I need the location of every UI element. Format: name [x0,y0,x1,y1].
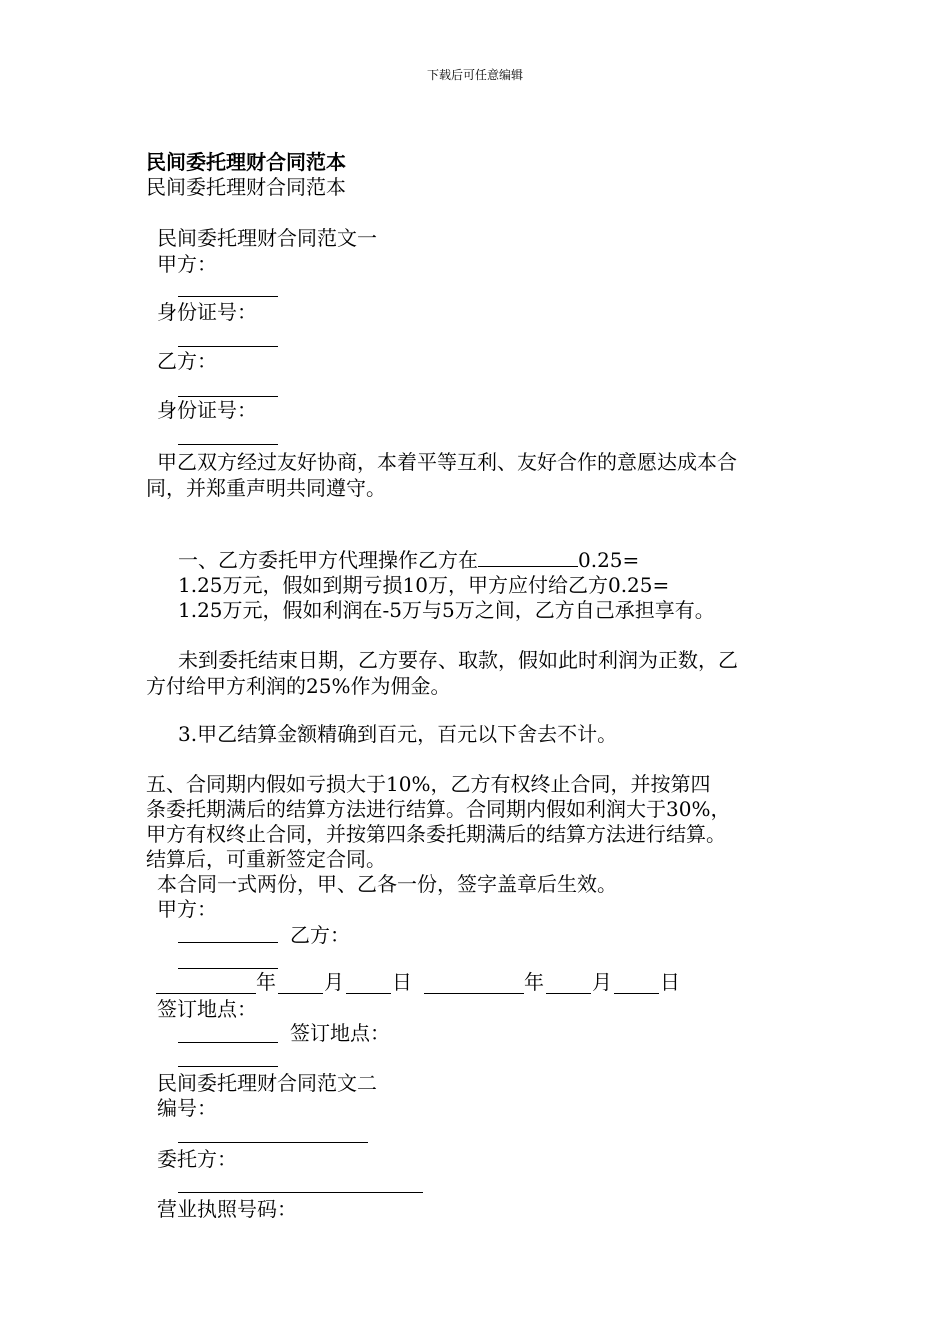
document-title-bold: 民间委托理财合同范本 [146,150,346,174]
contract-number-blank [178,1142,368,1143]
clause1-line-1-value: 0.25= [578,548,640,572]
clause1-line-1-text: 一、乙方委托甲方代理操作乙方在 [178,548,478,572]
clause1-line-2: 1.25万元，假如到期亏损10万，甲方应付给乙方0.25= [178,573,670,597]
client-label: 委托方： [157,1147,237,1171]
clause2-line-2: 方付给甲方利润的25%作为佣金。 [146,674,451,698]
date-a-month-blank [278,993,323,994]
clause5-line-4: 结算后，可重新签定合同。 [146,847,386,871]
party-a-blank [178,296,278,297]
id-b-label: 身份证号： [157,398,257,422]
date-b-day-blank [614,993,659,994]
license-label: 营业执照号码： [157,1197,297,1221]
header-note: 下载后可任意编辑 [426,68,523,82]
sign-party-a-label: 甲方： [157,897,217,921]
place-a-blank [178,1042,278,1043]
date-a-month-label: 月 [324,970,344,994]
sign-party-a-blank [178,942,278,943]
id-b-blank [178,444,278,445]
date-b-year-blank [424,993,524,994]
date-a-day-blank [346,993,391,994]
copies-clause: 本合同一式两份，甲、乙各一份，签字盖章后生效。 [157,872,617,896]
intro-line-2: 同，并郑重声明共同遵守。 [146,476,386,500]
date-a-year-blank [156,993,256,994]
clause1-line-1 [178,548,639,572]
clause5-line-3: 甲方有权终止合同，并按第四条委托期满后的结算方法进行结算。 [146,822,726,846]
contract-number-label: 编号： [157,1096,217,1120]
party-a-label: 甲方： [157,252,217,276]
clause5-line-2: 条委托期满后的结算方法进行结算。合同期内假如利润大于30%， [146,797,731,821]
section2-heading: 民间委托理财合同范文二 [157,1071,377,1095]
date-b-month-label: 月 [592,970,612,994]
place-b-label: 签订地点： [290,1021,390,1045]
sign-party-b-blank [178,968,278,969]
party-b-blank [178,396,278,397]
client-blank [178,1192,423,1193]
date-b-day-label: 日 [660,970,680,994]
clause5-line-1: 五、合同期内假如亏损大于10%，乙方有权终止合同，并按第四 [146,772,711,796]
clause3: 3.甲乙结算金额精确到百元，百元以下舍去不计。 [178,722,618,746]
section1-heading: 民间委托理财合同范文一 [157,226,377,250]
date-a-day-label: 日 [392,970,412,994]
document-title: 民间委托理财合同范本 [146,175,346,199]
date-b-year-label: 年 [524,970,544,994]
clause1-line-3: 1.25万元，假如利润在-5万与5万之间，乙方自己承担享有。 [178,598,715,622]
intro-line-1: 甲乙双方经过友好协商，本着平等互利、友好合作的意愿达成本合 [157,450,737,474]
id-a-blank [178,346,278,347]
clause2-line-1: 未到委托结束日期，乙方要存、取款，假如此时利润为正数，乙 [178,648,738,672]
sign-party-b-label: 乙方： [290,923,350,947]
clause1-blank [478,548,578,567]
place-a-label: 签订地点： [157,997,257,1021]
date-b-month-blank [546,993,591,994]
place-b-blank [178,1066,278,1067]
date-a-year-label: 年 [256,970,276,994]
party-b-label: 乙方： [157,349,217,373]
id-a-label: 身份证号： [157,300,257,324]
